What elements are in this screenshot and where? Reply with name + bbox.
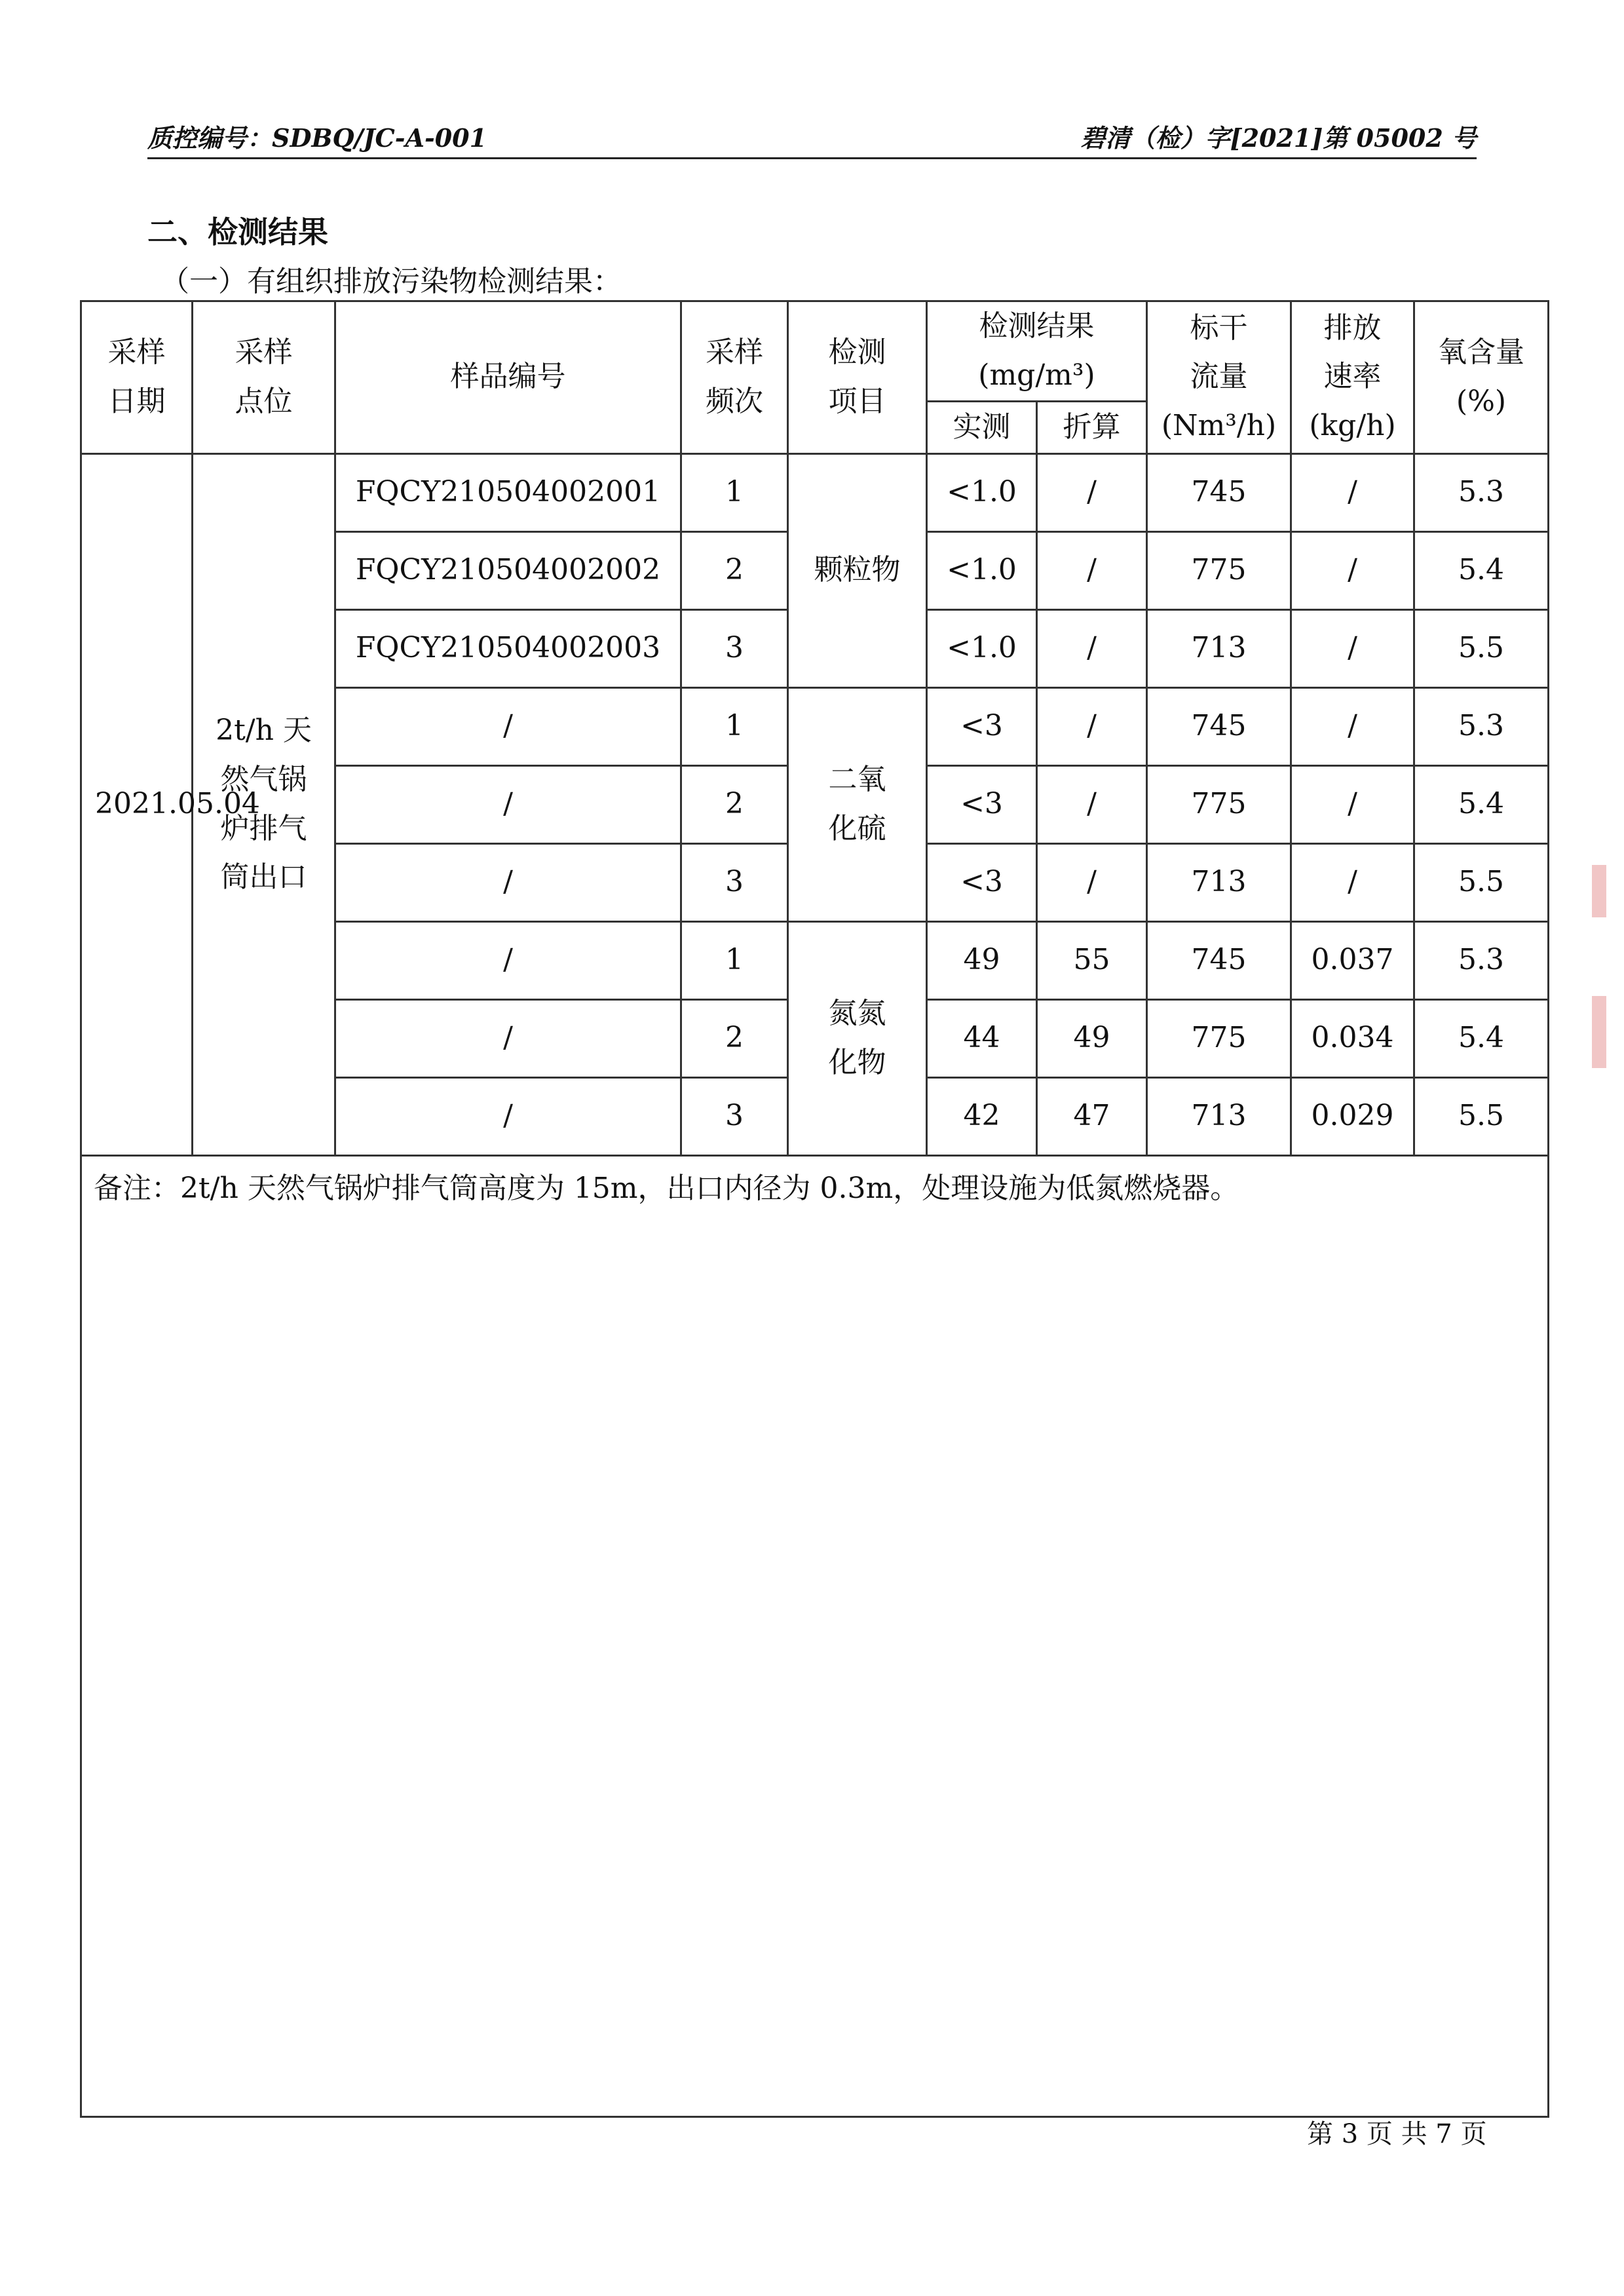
- header-measured: 实测: [927, 401, 1037, 453]
- header-rate: [1291, 301, 1414, 454]
- flow: 713: [1147, 609, 1291, 687]
- rate: /: [1291, 453, 1414, 531]
- header-oxygen: [1414, 301, 1549, 454]
- converted: /: [1037, 687, 1147, 765]
- sample-id: FQCY210504002001: [335, 453, 681, 531]
- header-flow-unit: (Nm³/h): [1161, 409, 1277, 443]
- oxygen: 5.5: [1414, 843, 1549, 921]
- page-number: 第 3 页 共 7 页: [1307, 2119, 1487, 2149]
- freq: 3: [681, 1077, 788, 1155]
- oxygen: 5.3: [1414, 453, 1549, 531]
- oxygen: 5.5: [1414, 609, 1549, 687]
- converted: /: [1037, 453, 1147, 531]
- converted: /: [1037, 843, 1147, 921]
- measured: <3: [927, 765, 1037, 843]
- rate: /: [1291, 609, 1414, 687]
- header-date: 采样日期: [81, 301, 193, 454]
- measured: 42: [927, 1077, 1037, 1155]
- measured: <1.0: [927, 531, 1037, 609]
- converted: /: [1037, 765, 1147, 843]
- header-oxygen-unit: (%): [1456, 384, 1507, 418]
- flow: 713: [1147, 1077, 1291, 1155]
- oxygen: 5.5: [1414, 1077, 1549, 1155]
- measured: <3: [927, 687, 1037, 765]
- freq: 2: [681, 531, 788, 609]
- freq: 1: [681, 687, 788, 765]
- measured: 44: [927, 999, 1037, 1077]
- flow: 775: [1147, 531, 1291, 609]
- rate: /: [1291, 843, 1414, 921]
- flow: 745: [1147, 453, 1291, 531]
- measured: <3: [927, 843, 1037, 921]
- results-table: [80, 300, 1549, 2118]
- header-result-unit: (mg/m³): [978, 358, 1095, 392]
- oxygen: 5.3: [1414, 687, 1549, 765]
- freq: 1: [681, 453, 788, 531]
- flow: 745: [1147, 687, 1291, 765]
- flow: 713: [1147, 843, 1291, 921]
- note-row: [81, 1155, 1549, 2116]
- header-sample-id: 样品编号: [335, 301, 681, 454]
- sample-id: /: [335, 921, 681, 999]
- header-rate-unit: (kg/h): [1309, 409, 1396, 443]
- sample-id: /: [335, 687, 681, 765]
- header-point: 采样点位: [193, 301, 335, 454]
- sample-id: /: [335, 1077, 681, 1155]
- rate: 0.029: [1291, 1077, 1414, 1155]
- rate: /: [1291, 765, 1414, 843]
- remarks: 备注：2t/h 天然气锅炉排气筒高度为 15m，出口内径为 0.3m，处理设施为低氮燃烧器。: [81, 1155, 1549, 2116]
- converted: /: [1037, 609, 1147, 687]
- rate: /: [1291, 687, 1414, 765]
- converted: /: [1037, 531, 1147, 609]
- rate: 0.034: [1291, 999, 1414, 1077]
- subtitle: （一）有组织排放污染物检测结果：: [161, 265, 622, 298]
- rate: 0.037: [1291, 921, 1414, 999]
- header-flow: [1147, 301, 1291, 454]
- freq: 3: [681, 843, 788, 921]
- test-item: 颗粒物: [788, 453, 927, 687]
- report-number: 碧清（检）字[2021]第 05002 号: [1080, 123, 1477, 153]
- test-item: 氮氮化物: [788, 921, 927, 1155]
- page-header: [147, 118, 1477, 159]
- stamp-edge-mark: [1592, 865, 1624, 1193]
- sample-point: 2t/h 天然气锅炉排气筒出口: [193, 453, 335, 1155]
- oxygen: 5.4: [1414, 765, 1549, 843]
- converted: 55: [1037, 921, 1147, 999]
- results-table-wrap: [80, 300, 1547, 1452]
- sample-id: /: [335, 765, 681, 843]
- oxygen: 5.4: [1414, 999, 1549, 1077]
- flow: 775: [1147, 765, 1291, 843]
- measured: 49: [927, 921, 1037, 999]
- oxygen: 5.4: [1414, 531, 1549, 609]
- sample-id: /: [335, 999, 681, 1077]
- section-title: 二、检测结果: [147, 214, 328, 250]
- sample-id: FQCY210504002002: [335, 531, 681, 609]
- measured: <1.0: [927, 453, 1037, 531]
- converted: 47: [1037, 1077, 1147, 1155]
- header-rate-label: 排放速率: [1323, 311, 1382, 394]
- header-converted: 折算: [1037, 401, 1147, 453]
- qc-code: 质控编号：SDBQ/JC-A-001: [147, 123, 487, 153]
- header-freq: 采样频次: [681, 301, 788, 454]
- freq: 2: [681, 765, 788, 843]
- table-row: [81, 453, 1549, 531]
- flow: 745: [1147, 921, 1291, 999]
- freq: 3: [681, 609, 788, 687]
- oxygen: 5.3: [1414, 921, 1549, 999]
- sample-id: /: [335, 843, 681, 921]
- converted: 49: [1037, 999, 1147, 1077]
- flow: 775: [1147, 999, 1291, 1077]
- rate: /: [1291, 531, 1414, 609]
- freq: 2: [681, 999, 788, 1077]
- header-result: [927, 301, 1147, 402]
- header-oxygen-label: 氧含量: [1438, 335, 1524, 369]
- freq: 1: [681, 921, 788, 999]
- test-item: 二氧化硫: [788, 687, 927, 921]
- sample-id: FQCY210504002003: [335, 609, 681, 687]
- header-item: 检测项目: [788, 301, 927, 454]
- measured: <1.0: [927, 609, 1037, 687]
- header-result-label: 检测结果: [979, 309, 1095, 343]
- sample-date: 2021.05.04: [81, 453, 193, 1155]
- header-flow-label: 标干流量: [1190, 311, 1248, 394]
